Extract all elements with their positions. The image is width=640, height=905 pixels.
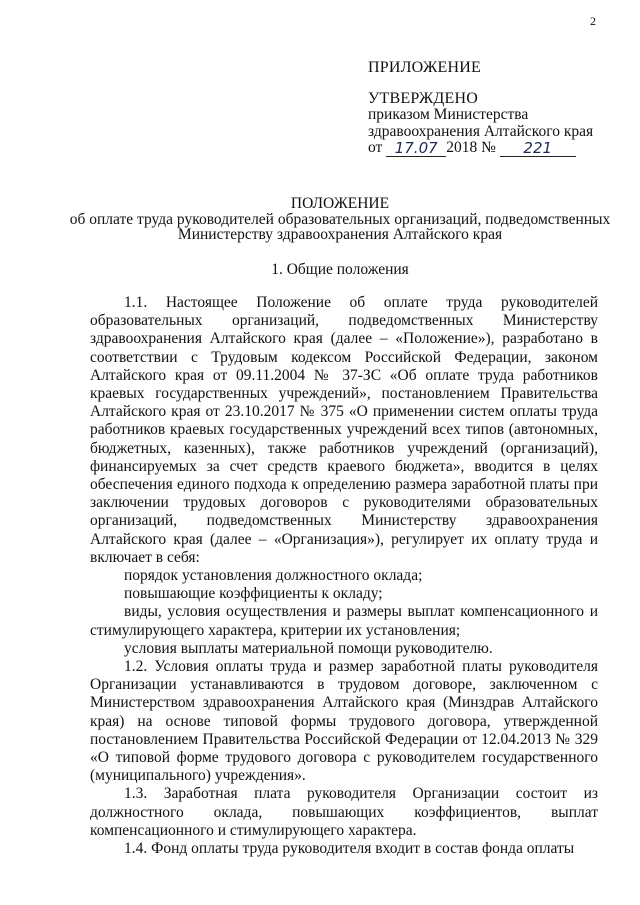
paragraph-1-4: 1.4. Фонд оплаты труда руководителя входит в состав фонда оплаты	[124, 840, 575, 858]
section-heading: 1. Общие положения	[271, 261, 409, 278]
list-item: порядок установления должностного оклада;	[124, 567, 423, 585]
title-subtitle: об оплате труда руководителей образовательных организаций, подведомственных Министерству здравоохранения Алтайского края	[69, 210, 611, 243]
document-body	[90, 294, 598, 858]
order-line-2: здравоохранения Алтайского края	[368, 122, 594, 140]
from-label: от	[368, 139, 383, 156]
handwritten-order-number: 221	[500, 141, 576, 157]
page-number: 2	[590, 14, 596, 28]
year-number-label: 2018 №	[446, 139, 496, 156]
handwritten-date: 17.07	[386, 141, 446, 157]
order-line-1: приказом Министерства	[368, 106, 529, 123]
approved-label: УТВЕРЖДЕНО	[368, 89, 479, 107]
list-item: повышающие коэффициенты к окладу;	[124, 585, 383, 603]
appendix-heading: ПРИЛОЖЕНИЕ	[368, 59, 482, 76]
approval-block	[368, 60, 608, 157]
list-item: виды, условия осуществления и размеры выплат компенсационного и стимулирующего характера, критерии их установления;	[90, 603, 598, 639]
document-title	[60, 196, 620, 243]
list-item: условия выплаты материальной помощи руководителю.	[124, 639, 493, 657]
title-main: ПОЛОЖЕНИЕ	[290, 195, 390, 212]
paragraph-1-3: 1.3. Заработная плата руководителя Организации состоит из должностного оклада, повышающих коэффициентов, выплат компенсационного и стимулирующего характера.	[90, 785, 598, 839]
paragraph-1-1: 1.1. Настоящее Положение об оплате труда руководителей образовательных организаций, подведомственных Министерству здравоохранения Алтайского края (далее – «Положение»), разработано в соответствии с Трудовым кодексом Российской Федерации, законом Алтайского края от 09.11.2004 № 37-ЗС «Об оплате труда работников краевых государственных учреждений», постановлением Правительства Алтайского края от 23.10.2017 № 375 «О применении систем оплаты труда работников краевых государственных учреждений всех типов (автономных, бюджетных, казенных), также работников учреждений (организаций), финансируемых за счет средств краевого бюджета», вводится в целях обеспечения единого подхода к определению размера заработной платы при заключении трудовых договоров с руководителями образовательных организаций, подведомственных Министерству здравоохранения Алтайского края (далее – «Организация»), регулирует их оплату труда и включает в себя:	[90, 294, 598, 566]
paragraph-1-2: 1.2. Условия оплаты труда и размер заработной платы руководителя Организации устанавливаются в трудовом договоре, заключенном с Министерством здравоохранения Алтайского края (Минздрав Алтайского края) на основе типовой формы трудового договора, утвержденной постановлением Правительства Российской Федерации от 12.04.2013 № 329 «О типовой форме трудового договора с руководителем государственного (муниципального) учреждения».	[90, 658, 598, 785]
order-date-line	[368, 140, 608, 157]
